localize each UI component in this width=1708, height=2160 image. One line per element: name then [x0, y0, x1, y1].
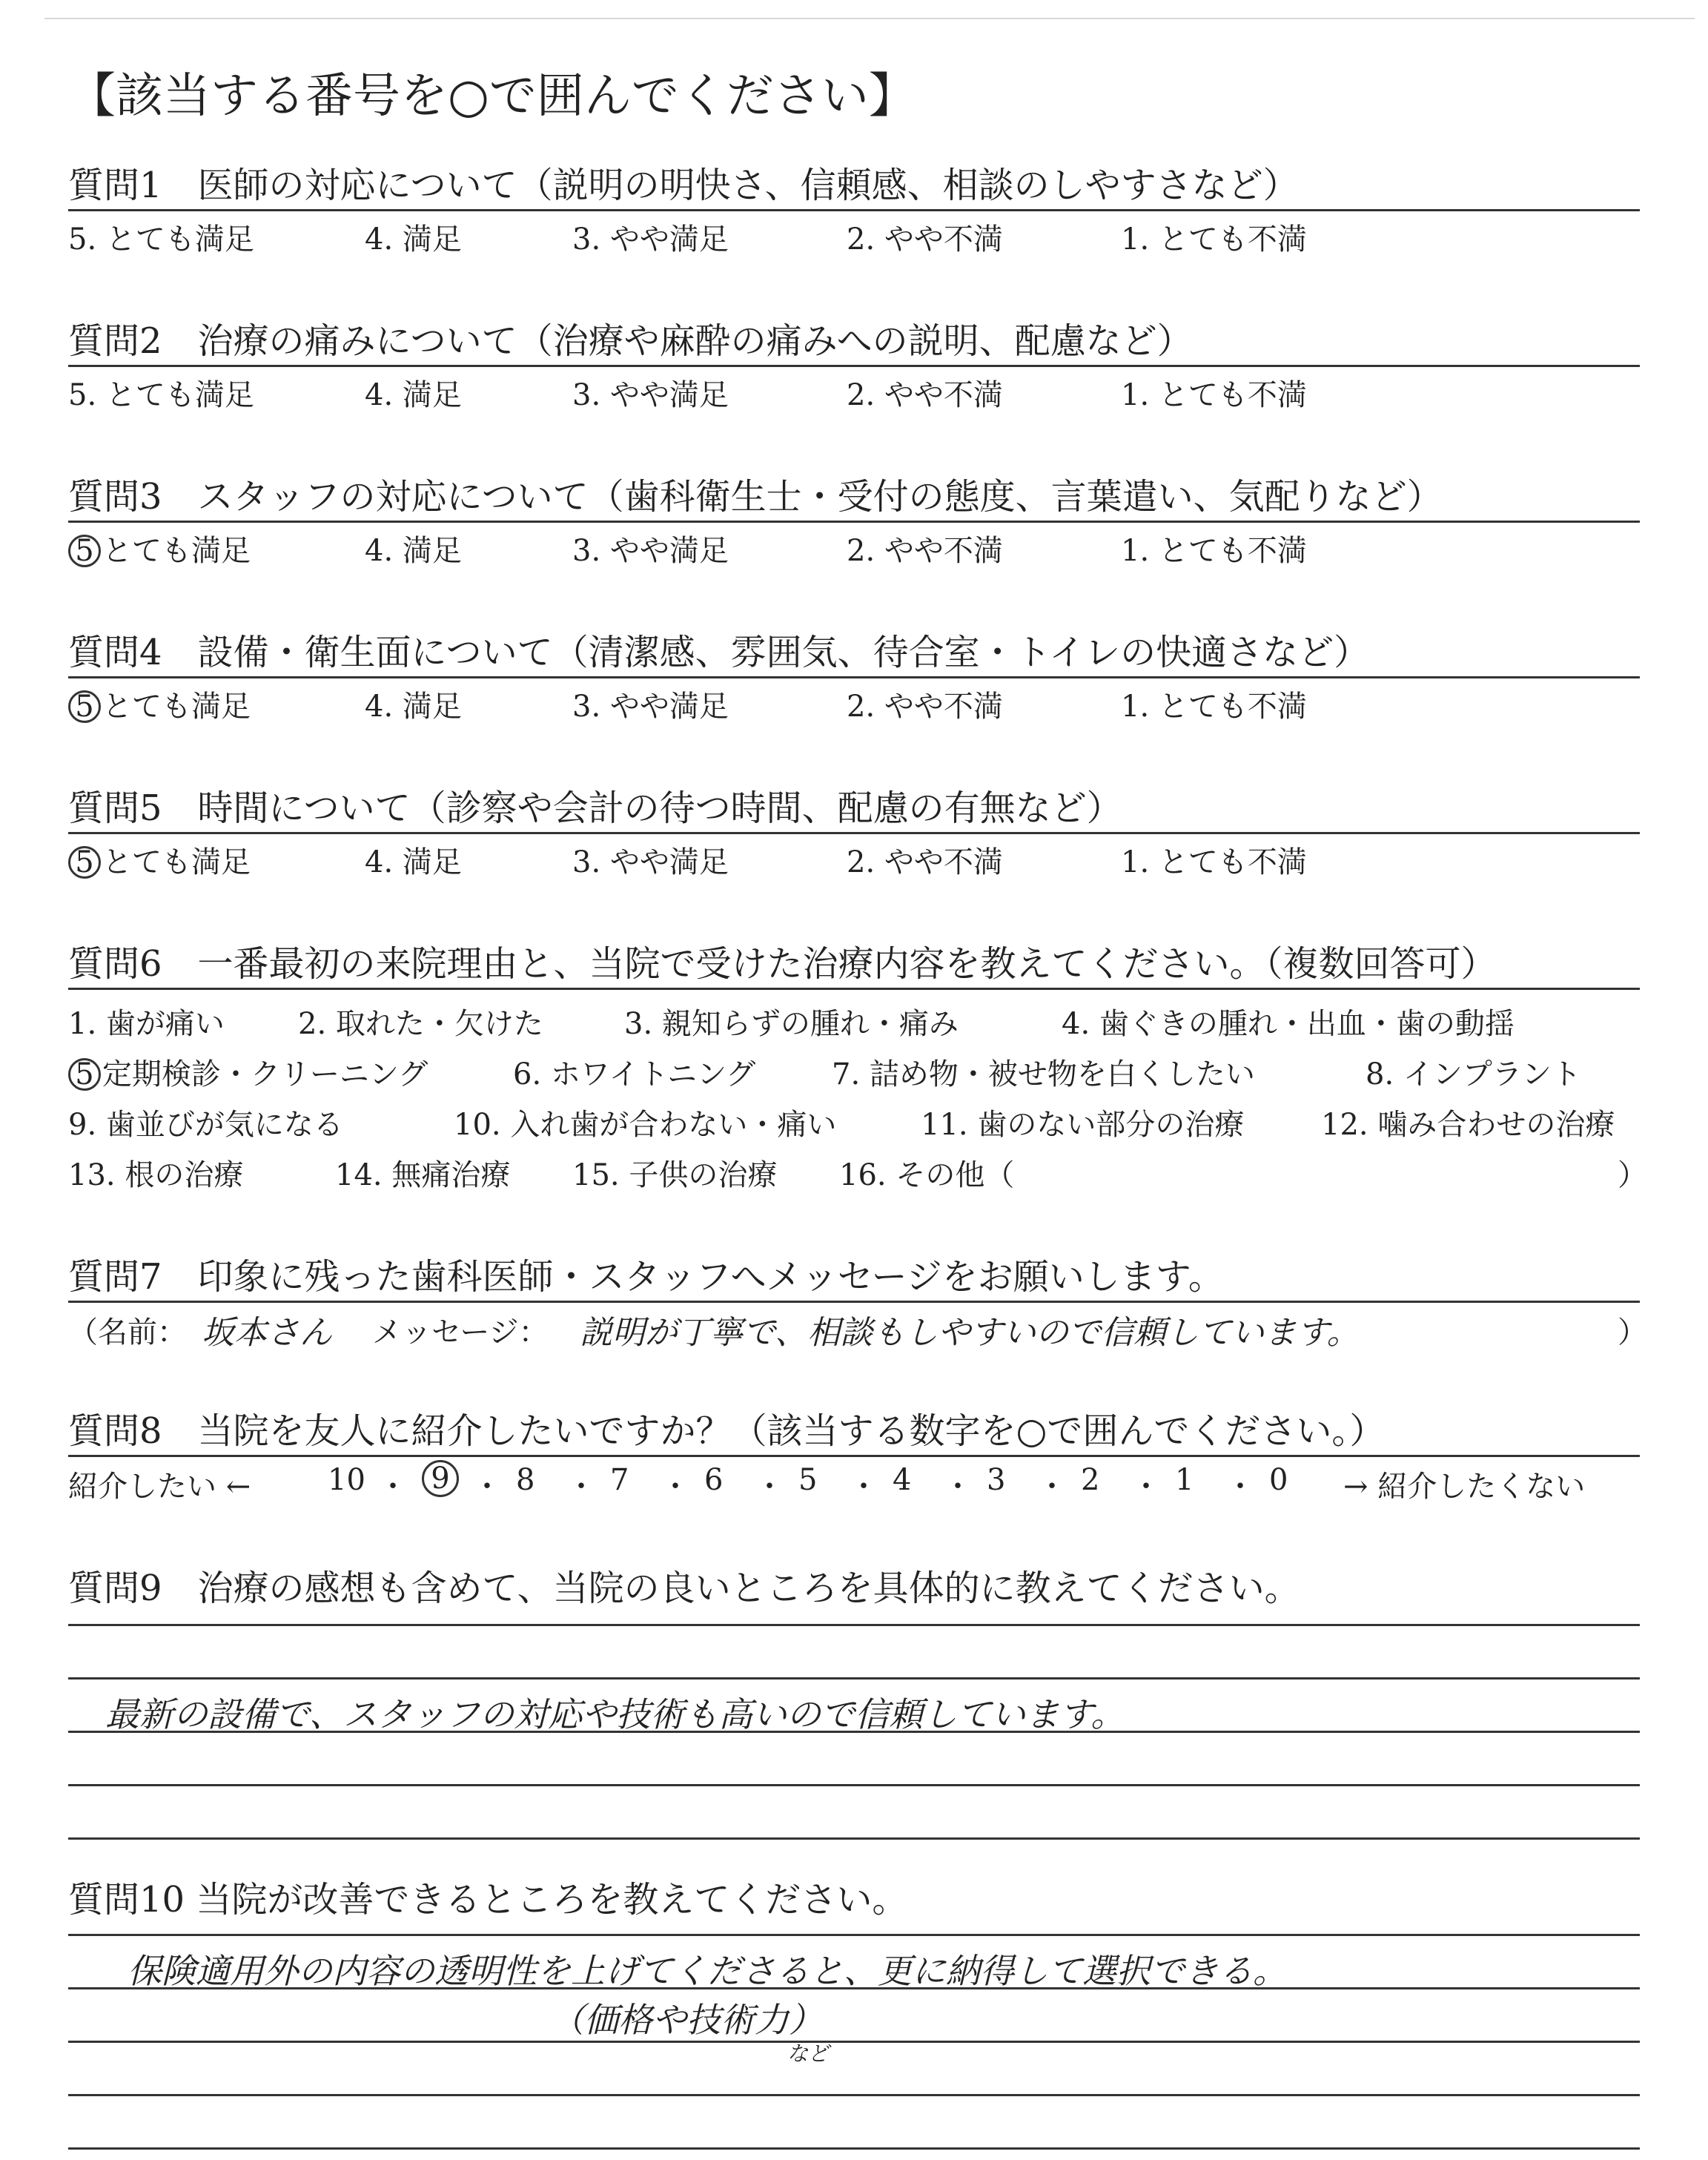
- scale-value[interactable]: 6: [704, 1463, 724, 1497]
- answer-line: [68, 1624, 1640, 1626]
- question-8: [68, 1407, 1640, 1503]
- question-9-answer-area: [68, 1624, 1640, 1846]
- scale-value[interactable]: 8: [516, 1463, 535, 1497]
- answer-line: [68, 2094, 1640, 2096]
- rating-option-label: とても満足: [102, 534, 251, 568]
- q6-option[interactable]: 16. その他（: [839, 1158, 1015, 1192]
- answer-line: [68, 2147, 1640, 2150]
- rating-option[interactable]: 3. やや満足: [572, 690, 729, 724]
- question-10-answer-line1: 保険適用外の内容の透明性を上げてくださると、更に納得して選択できる。: [128, 1951, 1287, 1991]
- q6-row: [68, 990, 1640, 1040]
- message-label: メッセージ：: [372, 1315, 549, 1350]
- rating-option[interactable]: 5. とても満足: [68, 378, 254, 412]
- rating-option[interactable]: 2. やや不満: [847, 690, 1003, 724]
- rating-option[interactable]: 4. 満足: [365, 534, 462, 568]
- message-value: 説明が丁寧で、相談もしやすいので信頼しています。: [580, 1314, 1360, 1352]
- q6-option[interactable]: 3. 親知らずの腫れ・痛み: [624, 1007, 959, 1041]
- q6-option[interactable]: 1. 歯が痛い: [68, 1007, 225, 1041]
- rating-option[interactable]: 1. とても不満: [1121, 690, 1307, 724]
- rating-option[interactable]: 1. とても不満: [1121, 534, 1307, 568]
- question-3: [68, 473, 1640, 566]
- question-7: [68, 1253, 1647, 1355]
- q6-option[interactable]: 4. 歯ぐきの腫れ・出血・歯の動揺: [1062, 1007, 1515, 1041]
- question-5: [68, 785, 1640, 877]
- scale-value[interactable]: 9: [422, 1460, 459, 1497]
- rating-option[interactable]: 4. 満足: [365, 222, 462, 257]
- question-1-title: 質問1 医師の対応について（説明の明快さ、信頼感、相談のしやすさなど）: [68, 162, 1640, 211]
- answer-line: [68, 2041, 1640, 2043]
- scale-value[interactable]: 2: [1081, 1463, 1100, 1497]
- form-header: 【該当する番号を○で囲んでください】: [68, 69, 916, 124]
- rating-option[interactable]: 2. やや不満: [847, 534, 1003, 568]
- rating-option[interactable]: 2. やや不満: [847, 378, 1003, 412]
- question-10-title: 質問10 当院が改善できるところを教えてください。: [68, 1879, 908, 1920]
- rating-option[interactable]: 1. とても不満: [1121, 222, 1307, 257]
- name-value: 坂本さん: [202, 1314, 332, 1352]
- answer-line: [68, 1934, 1640, 1936]
- q6-row: [68, 1091, 1640, 1141]
- q6-row: [68, 1040, 1640, 1091]
- scale-separator: ・: [1225, 1470, 1255, 1504]
- question-10-answer-area: [68, 1934, 1640, 2156]
- question-6-options: [68, 990, 1647, 1192]
- rating-option[interactable]: [68, 527, 251, 569]
- q6-row: [68, 1141, 1647, 1192]
- q6-option[interactable]: 2. 取れた・欠けた: [298, 1007, 543, 1041]
- rating-option[interactable]: 2. やや不満: [847, 222, 1003, 257]
- scale-right-label: → 紹介したくない: [1343, 1470, 1586, 1504]
- message-row: [68, 1303, 1647, 1355]
- name-label: （名前：: [68, 1315, 187, 1350]
- rating-option[interactable]: 3. やや満足: [572, 845, 729, 879]
- scale-separator: ・: [472, 1470, 502, 1504]
- selected-circle: 5: [68, 846, 101, 879]
- rating-option[interactable]: 1. とても不満: [1121, 378, 1307, 412]
- q6-close-paren: ）: [1618, 1158, 1647, 1192]
- rating-option[interactable]: 4. 満足: [365, 378, 462, 412]
- question-3-title: 質問3 スタッフの対応について（歯科衛生士・受付の態度、言葉遣い、気配りなど）: [68, 473, 1640, 523]
- scale-value[interactable]: 7: [610, 1463, 629, 1497]
- question-10-answer-line2: （価格や技術力）: [550, 2000, 823, 2040]
- selected-circle: 5: [68, 690, 101, 723]
- scale-left-label: 紹介したい ←: [68, 1470, 251, 1504]
- scale-separator: ・: [943, 1470, 973, 1504]
- question-5-options: [68, 834, 1640, 877]
- rating-option[interactable]: 2. やや不満: [847, 845, 1003, 879]
- scale-separator: ・: [755, 1470, 784, 1504]
- question-8-title: 質問8 当院を友人に紹介したいですか？（該当する数字を○で囲んでください。）: [68, 1407, 1640, 1457]
- scale-value[interactable]: 4: [893, 1463, 912, 1497]
- scale-value[interactable]: 3: [987, 1463, 1006, 1497]
- scale-separator: ・: [566, 1470, 596, 1504]
- answer-line: [68, 1784, 1640, 1786]
- scale-value[interactable]: 10: [328, 1463, 365, 1497]
- selected-circle: 5: [68, 1058, 101, 1091]
- q6-option-label: 定期検診・クリーニング: [102, 1057, 428, 1091]
- question-1-options: [68, 211, 1640, 257]
- q6-option[interactable]: 7. 詰め物・被せ物を白くしたい: [832, 1057, 1255, 1091]
- q6-option[interactable]: 9. 歯並びが気になる: [68, 1108, 343, 1142]
- scale-value[interactable]: 5: [798, 1463, 818, 1497]
- rating-option[interactable]: [68, 839, 251, 881]
- referral-scale: [68, 1457, 1640, 1503]
- q6-option[interactable]: 12. 噛み合わせの治療: [1321, 1108, 1615, 1142]
- scale-separator: ・: [1131, 1470, 1161, 1504]
- rating-option[interactable]: 5. とても満足: [68, 222, 254, 257]
- scale-value[interactable]: 0: [1269, 1463, 1288, 1497]
- message-close-paren: ）: [1618, 1315, 1647, 1350]
- question-4-options: [68, 678, 1640, 724]
- q6-option[interactable]: 14. 無痛治療: [335, 1158, 511, 1192]
- answer-line: [68, 1837, 1640, 1840]
- q6-option[interactable]: 11. 歯のない部分の治療: [921, 1108, 1245, 1142]
- rating-option[interactable]: 3. やや満足: [572, 378, 729, 412]
- question-9: [68, 1565, 1640, 1612]
- rating-option[interactable]: 4. 満足: [365, 690, 462, 724]
- rating-option[interactable]: 4. 満足: [365, 845, 462, 879]
- q6-option[interactable]: 13. 根の治療: [68, 1158, 244, 1192]
- rating-option[interactable]: 3. やや満足: [572, 534, 729, 568]
- rating-option[interactable]: 1. とても不満: [1121, 845, 1307, 879]
- rating-option-label: とても満足: [102, 690, 251, 724]
- scale-separator: ・: [378, 1470, 408, 1504]
- answer-line: [68, 1677, 1640, 1680]
- top-border: [44, 18, 1695, 19]
- scale-separator: ・: [1037, 1470, 1067, 1504]
- question-2-title: 質問2 治療の痛みについて（治療や麻酔の痛みへの説明、配慮など）: [68, 317, 1640, 367]
- scale-separator: ・: [661, 1470, 690, 1504]
- question-1: [68, 162, 1640, 257]
- question-4: [68, 629, 1640, 724]
- q6-option[interactable]: [68, 1051, 428, 1093]
- question-6: [68, 940, 1647, 1192]
- question-10-answer-note: など: [787, 2041, 830, 2066]
- question-9-title: 質問9 治療の感想も含めて、当院の良いところを具体的に教えてください。: [68, 1568, 1300, 1609]
- question-9-answer: 最新の設備で、スタッフの対応や技術も高いので信頼しています。: [105, 1694, 1125, 1734]
- q6-option[interactable]: 6. ホワイトニング: [513, 1057, 756, 1091]
- scale-separator: ・: [849, 1470, 878, 1504]
- question-2: [68, 317, 1640, 410]
- rating-option-label: とても満足: [102, 845, 251, 879]
- question-6-title: 質問6 一番最初の来院理由と、当院で受けた治療内容を教えてください。（複数回答可）: [68, 940, 1640, 990]
- question-2-options: [68, 367, 1640, 410]
- rating-option[interactable]: 3. やや満足: [572, 222, 729, 257]
- q6-option[interactable]: 10. 入れ歯が合わない・痛い: [454, 1108, 837, 1142]
- question-5-title: 質問5 時間について（診察や会計の待つ時間、配慮の有無など）: [68, 785, 1640, 834]
- scale-value[interactable]: 1: [1175, 1463, 1194, 1497]
- question-4-title: 質問4 設備・衛生面について（清潔感、雰囲気、待合室・トイレの快適さなど）: [68, 629, 1640, 678]
- q6-option[interactable]: 8. インプラント: [1366, 1057, 1581, 1091]
- question-10: [68, 1876, 1640, 1923]
- question-7-title: 質問7 印象に残った歯科医師・スタッフへメッセージをお願いします。: [68, 1253, 1640, 1303]
- rating-option[interactable]: [68, 683, 251, 725]
- question-3-options: [68, 523, 1640, 566]
- selected-circle: 5: [68, 535, 101, 567]
- q6-option[interactable]: 15. 子供の治療: [572, 1158, 778, 1192]
